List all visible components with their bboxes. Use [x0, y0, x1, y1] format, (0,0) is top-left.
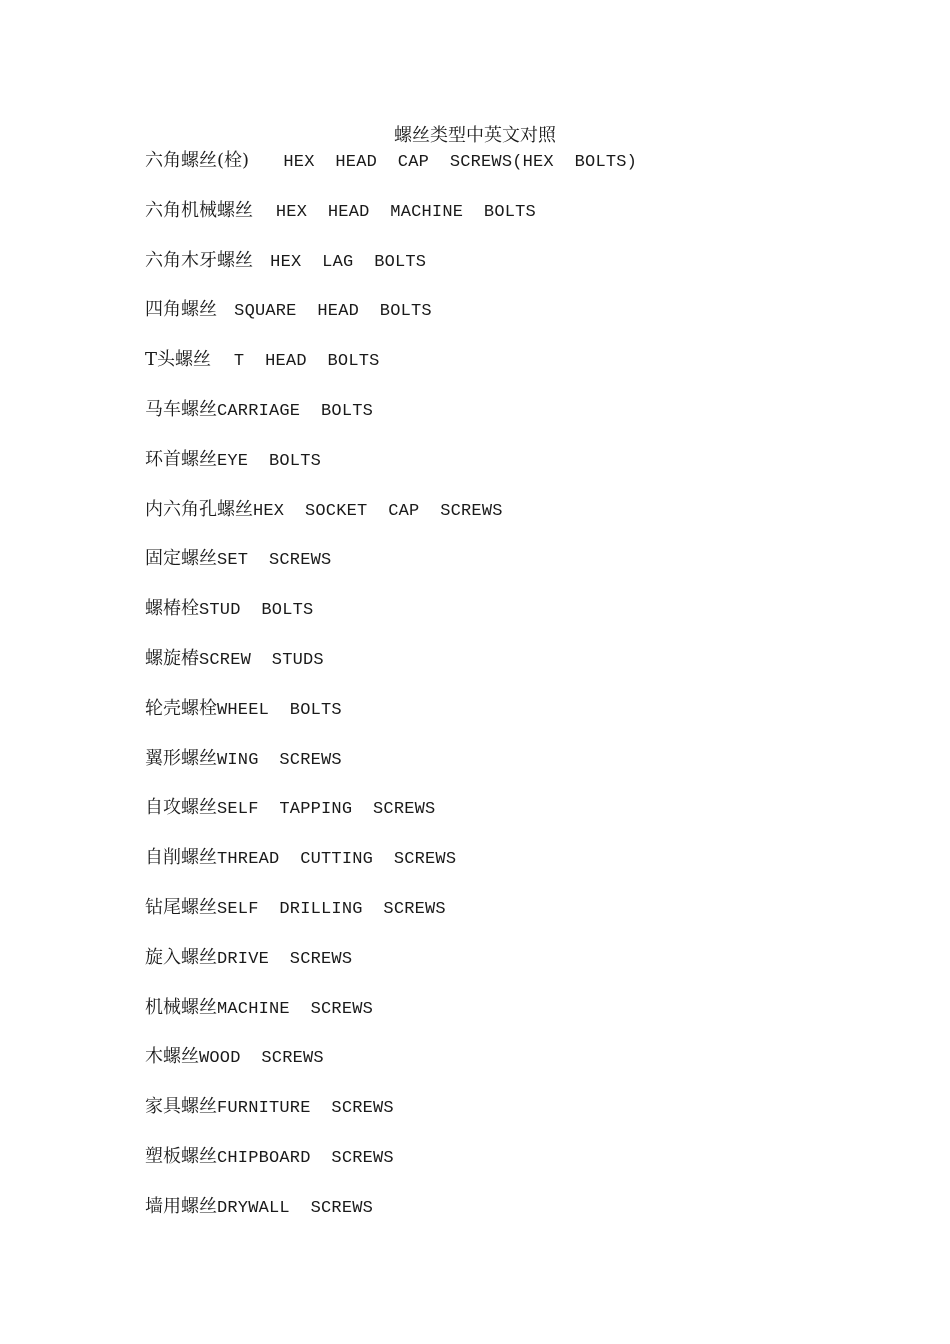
english-term: SQUARE HEAD BOLTS: [234, 302, 432, 322]
english-term: STUD BOLTS: [199, 601, 314, 621]
english-term: SELF TAPPING SCREWS: [217, 800, 436, 820]
chinese-term: 轮壳螺栓: [145, 697, 217, 719]
english-term: CHIPBOARD SCREWS: [217, 1148, 394, 1168]
chinese-term: 旋入螺丝: [145, 946, 217, 968]
english-term: DRYWALL SCREWS: [217, 1198, 374, 1218]
term-entry: [145, 448, 637, 498]
chinese-term: 马车螺丝: [145, 398, 217, 420]
english-term: THREAD CUTTING SCREWS: [217, 850, 457, 870]
english-term: HEX SOCKET CAP SCREWS: [253, 501, 503, 521]
term-entry: [145, 996, 637, 1046]
term-entry: [145, 348, 637, 398]
term-spacing: [253, 250, 270, 271]
english-term: DRIVE SCREWS: [217, 949, 353, 969]
term-entry: [145, 1095, 637, 1145]
english-term: SELF DRILLING SCREWS: [217, 899, 446, 919]
chinese-term: 塑板螺丝: [145, 1145, 217, 1167]
term-entry: [145, 1145, 637, 1195]
chinese-term: T头螺丝: [145, 349, 212, 371]
term-entry: [145, 697, 637, 747]
chinese-term: 环首螺丝: [145, 448, 217, 470]
english-term: WING SCREWS: [217, 750, 342, 770]
term-entry: [145, 1045, 637, 1095]
chinese-term: 翼形螺丝: [145, 747, 217, 769]
chinese-term: 家具螺丝: [145, 1096, 217, 1118]
term-entry: [145, 647, 637, 697]
english-term: HEX HEAD CAP SCREWS(HEX BOLTS): [283, 153, 638, 172]
term-entry: [145, 249, 637, 299]
english-term: FURNITURE SCREWS: [217, 1099, 394, 1119]
document-title: 螺丝类型中英文对照: [394, 125, 556, 146]
chinese-term: 自削螺丝: [145, 847, 217, 869]
english-term: SCREW STUDS: [199, 650, 324, 670]
chinese-term: 六角机械螺丝: [145, 199, 253, 221]
chinese-term: 机械螺丝: [145, 996, 217, 1018]
english-term: WOOD SCREWS: [199, 1049, 324, 1069]
chinese-term: 木螺丝: [145, 1046, 199, 1068]
chinese-term: 四角螺丝: [145, 299, 217, 321]
english-term: MACHINE SCREWS: [217, 999, 374, 1019]
chinese-term: 六角螺丝(栓): [145, 150, 250, 171]
term-entry: [145, 597, 637, 647]
chinese-term: 钻尾螺丝: [145, 896, 217, 918]
english-term: SET SCREWS: [217, 551, 332, 571]
term-entry: [145, 846, 637, 896]
english-term: EYE BOLTS: [217, 451, 322, 471]
term-spacing: [211, 349, 234, 370]
term-entry: [145, 298, 637, 348]
term-entry: [145, 1195, 637, 1245]
chinese-term: 六角木牙螺丝: [145, 249, 253, 271]
term-entry: [145, 149, 637, 199]
term-entry: [145, 896, 637, 946]
english-term: HEX LAG BOLTS: [270, 252, 427, 272]
term-spacing: [249, 150, 283, 171]
term-spacing: [217, 299, 234, 320]
chinese-term: 螺椿栓: [145, 598, 199, 620]
term-spacing: [253, 200, 276, 221]
english-term: HEX HEAD MACHINE BOLTS: [275, 202, 536, 222]
english-term: T HEAD BOLTS: [233, 352, 380, 372]
term-entry: [145, 498, 637, 548]
term-entry: [145, 796, 637, 846]
english-term: WHEEL BOLTS: [217, 700, 342, 720]
term-entry: [145, 398, 637, 448]
terms-list: [145, 149, 637, 1245]
chinese-term: 自攻螺丝: [145, 797, 217, 819]
term-entry: [145, 547, 637, 597]
chinese-term: 螺旋椿: [145, 647, 199, 669]
english-term: CARRIAGE BOLTS: [217, 401, 374, 421]
chinese-term: 内六角孔螺丝: [145, 498, 253, 520]
term-entry: [145, 747, 637, 797]
chinese-term: 固定螺丝: [145, 548, 217, 570]
term-entry: [145, 946, 637, 996]
chinese-term: 墙用螺丝: [145, 1195, 217, 1217]
term-entry: [145, 199, 637, 249]
